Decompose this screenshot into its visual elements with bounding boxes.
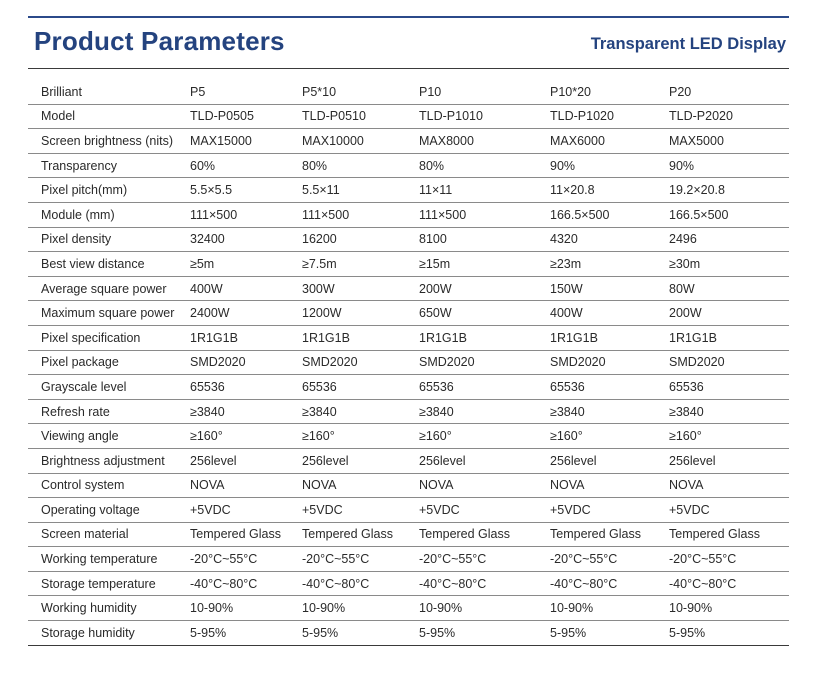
row-label: Operating voltage — [28, 498, 188, 523]
table-header-row — [28, 80, 789, 104]
row-label: Control system — [28, 473, 188, 498]
row-label: Maximum square power — [28, 301, 188, 326]
table-row — [28, 276, 789, 301]
row-label: Viewing angle — [28, 424, 188, 449]
table-cell: 11×20.8 — [548, 178, 667, 203]
column-header: P10*20 — [548, 80, 667, 104]
table-cell: MAX10000 — [300, 129, 417, 154]
table-row — [28, 547, 789, 572]
table-cell: -20°C~55°C — [548, 547, 667, 572]
table-cell: TLD-P1010 — [417, 104, 548, 129]
table-cell: 65536 — [188, 375, 300, 400]
table-cell: +5VDC — [188, 498, 300, 523]
table-cell: SMD2020 — [188, 350, 300, 375]
top-divider — [28, 16, 789, 18]
parameters-table — [28, 80, 789, 646]
row-label: Screen material — [28, 522, 188, 547]
table-cell: 2400W — [188, 301, 300, 326]
table-cell: NOVA — [548, 473, 667, 498]
table-cell: -20°C~55°C — [667, 547, 789, 572]
table-row — [28, 252, 789, 277]
table-row — [28, 571, 789, 596]
table-cell: -40°C~80°C — [548, 571, 667, 596]
column-header: P5*10 — [300, 80, 417, 104]
table-cell: 10-90% — [300, 596, 417, 621]
table-cell: 256level — [188, 448, 300, 473]
row-label: Grayscale level — [28, 375, 188, 400]
table-cell: 10-90% — [417, 596, 548, 621]
table-cell: 111×500 — [300, 202, 417, 227]
table-row — [28, 325, 789, 350]
page-title: Product Parameters — [34, 26, 285, 56]
row-label: Pixel package — [28, 350, 188, 375]
table-cell: ≥160° — [548, 424, 667, 449]
table-cell: ≥3840 — [417, 399, 548, 424]
table-row — [28, 104, 789, 129]
table-cell: 65536 — [417, 375, 548, 400]
table-cell: 650W — [417, 301, 548, 326]
table-cell: 166.5×500 — [667, 202, 789, 227]
table-cell: Tempered Glass — [548, 522, 667, 547]
table-cell: 150W — [548, 276, 667, 301]
table-cell: 32400 — [188, 227, 300, 252]
table-row — [28, 375, 789, 400]
table-cell: 200W — [417, 276, 548, 301]
table-cell: 65536 — [300, 375, 417, 400]
table-cell: 5.5×5.5 — [188, 178, 300, 203]
table-cell: 256level — [667, 448, 789, 473]
table-cell: +5VDC — [667, 498, 789, 523]
row-label: Screen brightness (nits) — [28, 129, 188, 154]
table-cell: 80% — [417, 153, 548, 178]
table-cell: 80% — [300, 153, 417, 178]
table-cell: TLD-P1020 — [548, 104, 667, 129]
table-cell: ≥15m — [417, 252, 548, 277]
column-header: P10 — [417, 80, 548, 104]
table-cell: -40°C~80°C — [188, 571, 300, 596]
table-cell: 5-95% — [188, 621, 300, 646]
row-label: Brightness adjustment — [28, 448, 188, 473]
table-cell: -20°C~55°C — [417, 547, 548, 572]
row-label: Storage temperature — [28, 571, 188, 596]
table-cell: 111×500 — [188, 202, 300, 227]
table-cell: +5VDC — [548, 498, 667, 523]
table-row — [28, 522, 789, 547]
table-row — [28, 498, 789, 523]
table-cell: Tempered Glass — [417, 522, 548, 547]
table-cell: 1R1G1B — [548, 325, 667, 350]
table-row — [28, 153, 789, 178]
table-cell: 11×11 — [417, 178, 548, 203]
table-cell: 166.5×500 — [548, 202, 667, 227]
table-cell: 400W — [188, 276, 300, 301]
product-subtitle: Transparent LED Display — [590, 35, 786, 53]
table-row — [28, 350, 789, 375]
row-label: Best view distance — [28, 252, 188, 277]
table-cell: Tempered Glass — [300, 522, 417, 547]
table-cell: NOVA — [667, 473, 789, 498]
table-cell: -40°C~80°C — [667, 571, 789, 596]
table-cell: 1200W — [300, 301, 417, 326]
table-cell: NOVA — [188, 473, 300, 498]
column-header: Brilliant — [28, 80, 188, 104]
table-cell: ≥3840 — [667, 399, 789, 424]
table-cell: 10-90% — [188, 596, 300, 621]
table-cell: -20°C~55°C — [188, 547, 300, 572]
table-cell: MAX15000 — [188, 129, 300, 154]
table-row — [28, 596, 789, 621]
table-cell: ≥160° — [417, 424, 548, 449]
table-cell: TLD-P0505 — [188, 104, 300, 129]
table-row — [28, 399, 789, 424]
row-label: Working temperature — [28, 547, 188, 572]
table-row — [28, 448, 789, 473]
row-label: Working humidity — [28, 596, 188, 621]
table-cell: MAX8000 — [417, 129, 548, 154]
table-cell: ≥23m — [548, 252, 667, 277]
column-header: P20 — [667, 80, 789, 104]
table-cell: 19.2×20.8 — [667, 178, 789, 203]
table-cell: ≥160° — [188, 424, 300, 449]
row-label: Module (mm) — [28, 202, 188, 227]
table-cell: 90% — [667, 153, 789, 178]
table-cell: 80W — [667, 276, 789, 301]
column-header: P5 — [188, 80, 300, 104]
table-row — [28, 621, 789, 646]
table-cell: 2496 — [667, 227, 789, 252]
table-cell: 300W — [300, 276, 417, 301]
table-cell: 16200 — [300, 227, 417, 252]
table-cell: 4320 — [548, 227, 667, 252]
table-cell: SMD2020 — [300, 350, 417, 375]
table-cell: TLD-P0510 — [300, 104, 417, 129]
table-cell: TLD-P2020 — [667, 104, 789, 129]
table-cell: 256level — [417, 448, 548, 473]
table-row — [28, 424, 789, 449]
table-cell: ≥3840 — [188, 399, 300, 424]
table-cell: 5-95% — [300, 621, 417, 646]
table-cell: 5.5×11 — [300, 178, 417, 203]
row-label: Model — [28, 104, 188, 129]
table-cell: 65536 — [548, 375, 667, 400]
table-row — [28, 129, 789, 154]
row-label: Storage humidity — [28, 621, 188, 646]
table-cell: 1R1G1B — [188, 325, 300, 350]
table-cell: ≥160° — [667, 424, 789, 449]
row-label: Pixel specification — [28, 325, 188, 350]
table-cell: -40°C~80°C — [417, 571, 548, 596]
table-cell: ≥160° — [300, 424, 417, 449]
table-cell: 5-95% — [667, 621, 789, 646]
row-label: Average square power — [28, 276, 188, 301]
table-cell: MAX6000 — [548, 129, 667, 154]
table-cell: 111×500 — [417, 202, 548, 227]
table-cell: ≥3840 — [300, 399, 417, 424]
table-cell: 8100 — [417, 227, 548, 252]
table-cell: +5VDC — [417, 498, 548, 523]
table-cell: 10-90% — [667, 596, 789, 621]
table-cell: NOVA — [300, 473, 417, 498]
table-cell: 1R1G1B — [300, 325, 417, 350]
table-cell: NOVA — [417, 473, 548, 498]
table-row — [28, 227, 789, 252]
row-label: Pixel density — [28, 227, 188, 252]
table-cell: 256level — [300, 448, 417, 473]
table-cell: +5VDC — [300, 498, 417, 523]
table-cell: -40°C~80°C — [300, 571, 417, 596]
table-row — [28, 473, 789, 498]
table-cell: 400W — [548, 301, 667, 326]
header-divider — [28, 68, 789, 69]
table-cell: 256level — [548, 448, 667, 473]
table-cell: 5-95% — [548, 621, 667, 646]
table-cell: ≥5m — [188, 252, 300, 277]
table-cell: SMD2020 — [417, 350, 548, 375]
table-cell: 1R1G1B — [667, 325, 789, 350]
table-cell: 60% — [188, 153, 300, 178]
table-cell: -20°C~55°C — [300, 547, 417, 572]
table-cell: SMD2020 — [548, 350, 667, 375]
table-cell: Tempered Glass — [667, 522, 789, 547]
table-cell: 1R1G1B — [417, 325, 548, 350]
table-cell: 65536 — [667, 375, 789, 400]
table-cell: 200W — [667, 301, 789, 326]
table-cell: ≥7.5m — [300, 252, 417, 277]
table-cell: 10-90% — [548, 596, 667, 621]
table-row — [28, 202, 789, 227]
table-cell: ≥3840 — [548, 399, 667, 424]
table-cell: Tempered Glass — [188, 522, 300, 547]
table-cell: MAX5000 — [667, 129, 789, 154]
table-body — [28, 104, 789, 645]
table-cell: SMD2020 — [667, 350, 789, 375]
table-cell: 90% — [548, 153, 667, 178]
table-cell: ≥30m — [667, 252, 789, 277]
table-row — [28, 178, 789, 203]
row-label: Pixel pitch(mm) — [28, 178, 188, 203]
row-label: Refresh rate — [28, 399, 188, 424]
table-row — [28, 301, 789, 326]
row-label: Transparency — [28, 153, 188, 178]
table-cell: 5-95% — [417, 621, 548, 646]
